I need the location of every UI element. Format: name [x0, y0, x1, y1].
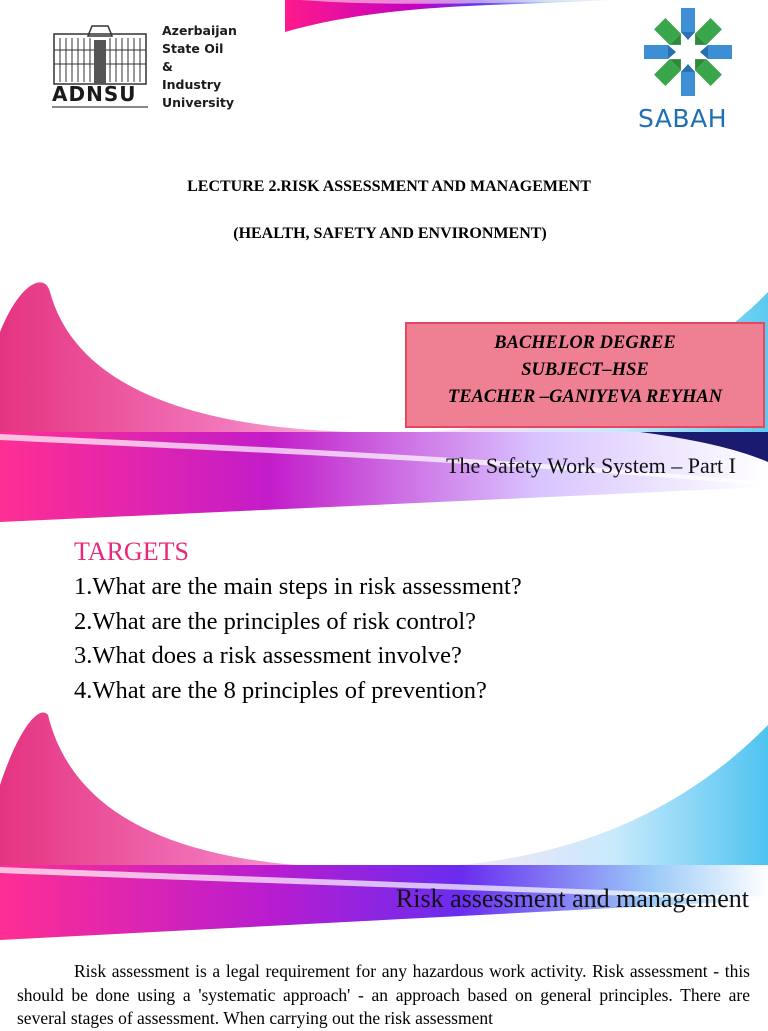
list-item: 1.What are the main steps in risk assessment?	[74, 573, 522, 600]
targets-heading: TARGETS	[74, 537, 189, 566]
university-name-line: Industry	[162, 77, 222, 92]
body-paragraph: Risk assessment is a legal requirement for any hazardous work activity. Risk assessment - this should be done using a 'systematic approach' - an approach based on general principles. There are several stages of assessment. When carrying out the risk assessment	[17, 961, 750, 1028]
lecture-subtitle: (HEALTH, SAFETY AND ENVIRONMENT)	[233, 225, 547, 242]
university-building-icon	[52, 24, 148, 86]
lecture-title: LECTURE 2.RISK ASSESSMENT AND MANAGEMENT	[187, 178, 591, 195]
university-logo	[52, 22, 242, 114]
university-name-line: Azerbaijan	[162, 23, 237, 38]
teacher-label: TEACHER –GANIYEVA REYHAN	[447, 387, 723, 407]
university-name-line: University	[162, 95, 234, 110]
university-name-line: State Oil	[162, 41, 224, 56]
list-item: 3.What does a risk assessment involve?	[74, 642, 462, 669]
university-abbreviation: ADNSU	[52, 82, 137, 106]
list-item: 2.What are the principles of risk control?	[74, 607, 477, 635]
sabah-logo	[632, 4, 744, 139]
university-name	[162, 22, 252, 112]
university-name-line: &	[162, 59, 173, 74]
targets-list	[74, 570, 522, 708]
sabah-flower-icon	[640, 4, 736, 100]
slide-title-risk-assessment: Risk assessment and management	[395, 884, 749, 913]
degree-label: BACHELOR DEGREE	[494, 333, 676, 353]
course-info-box	[405, 322, 765, 428]
slide-title-safety-work-system: The Safety Work System – Part I	[446, 453, 736, 478]
list-item: 4.What are the 8 principles of prevention?	[74, 676, 487, 704]
sabah-name: SABAH	[638, 104, 727, 133]
subject-label: SUBJECT–HSE	[521, 360, 649, 380]
university-tagline-line	[52, 106, 148, 108]
